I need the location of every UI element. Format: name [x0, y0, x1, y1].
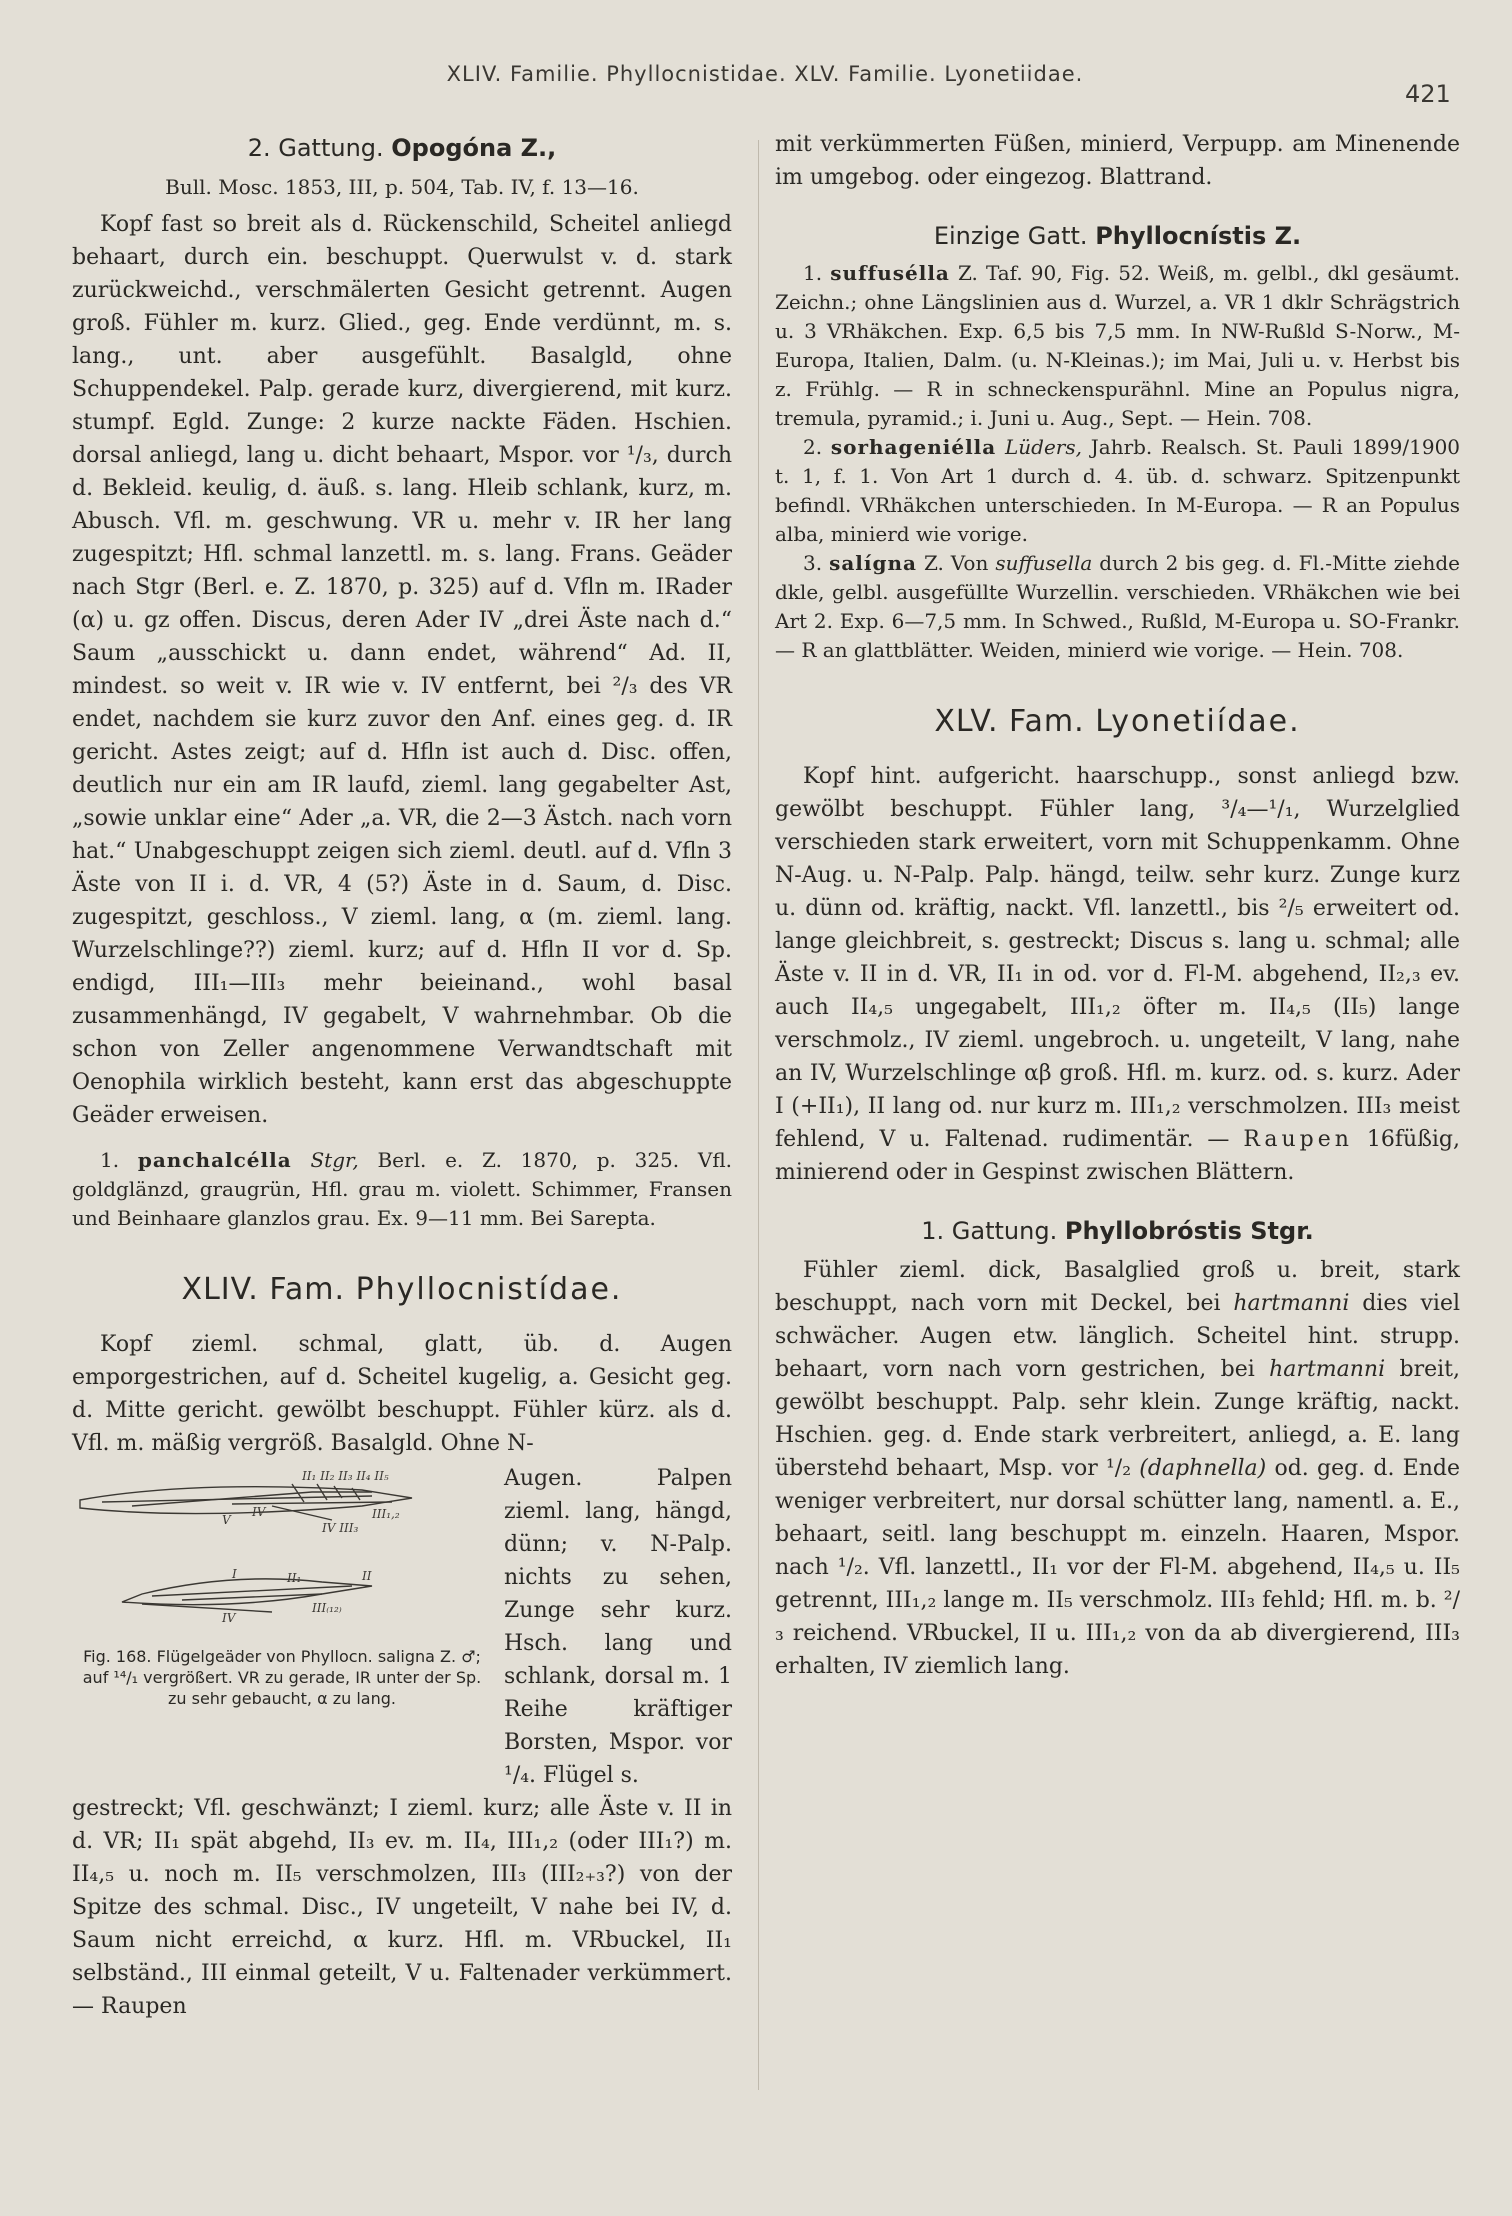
- species-text: Berl. e. Z. 1870, p. 325. Vfl. goldglänzd, graugrün, Hfl. grau m. violett. Schimmer, Fransen und Beinhaare glanzlos grau. Ex. 9—11 mm. Bei Sarepta.: [72, 1148, 733, 1230]
- column-divider: [758, 140, 759, 2090]
- family-name: Lyonetiídae.: [1095, 704, 1301, 739]
- species-entry-suffusella: [775, 259, 1460, 433]
- vein-label: II: [362, 1569, 372, 1583]
- family-number: XLIV. Fam.: [181, 1272, 346, 1307]
- lyonetiidae-description: [775, 760, 1460, 1189]
- family-number: XLV. Fam.: [934, 704, 1085, 739]
- genus-text: dies viel schwächer. Augen etw. länglich. Scheitel hint. strupp. behaart, vorn nach vorn gestrichen, bei: [775, 1291, 1460, 1382]
- phyllocnistidae-text-bottom: gestreckt; Vfl. geschwänzt; I zieml. kurz; alle Äste v. II in d. VR; II₁ spät abgehd, II₃ ev. m. II₄, III₁,₂ (oder III₁?) m. II₄,₅ u. noch m. II₅ verschmolzen, III₃ (III₂₊₃?) von der Spitze des schmal. Disc., IV ungeteilt, V nahe bei IV, d. Saum nicht erreichd, α kurz. Hfl. m. VRbuckel, II₁ selbständ., III einmal geteilt, V u. Faltenader verkümmert. — Raupen: [72, 1796, 732, 2019]
- family-text: Kopf hint. aufgericht. haarschupp., sonst anliegd bzw. gewölbt beschuppt. Fühler lang, ³/₄—¹/₁, Wurzelglied verschieden stark erweitert, vorn mit Schuppenkamm. Ohne N-Aug. u. N-Palp. Palp. hängd, teilw. sehr kurz. Zunge kurz u. dünn od. kräftig, nackt. Vfl. lanzettl., bis ²/₅ erweitert od. lange gleichbreit, s. gestreckt; Discus s. lang u. schmal; alle Äste v. II in d. VR, II₁ in od. vor d. Fl-M. abgehend, II₂,₃ ev. auch II₄,₅ ungegabelt, III₁,₂ öfter m. II₄,₅ (II₅) lange verschmolz., IV zieml. ungebroch. u. ungeteilt, V lang, nahe an IV, Wurzelschlinge αβ groß. Hfl. m. kurz. od. s. kurz. Ader I (+II₁), II lang od. nur kurz m. III₁,₂ verschmolzen. III₃ meist fehlend, V u. Faltenad. rudimentär. —: [775, 764, 1460, 1152]
- phyllocnistidae-text-top: Kopf zieml. schmal, glatt, üb. d. Augen emporgestrichen, auf d. Scheitel kugelig, a. Gesicht geg. d. Mitte gericht. gewölbt beschuppt. Fühler kürz. als d. Vfl. m. mäßig vergröß. Basalgld. Ohne N-: [72, 1332, 732, 1456]
- right-column: [775, 128, 1460, 1683]
- figure-168: [72, 1462, 492, 1792]
- family-heading-phyllocnistidae: [72, 1273, 732, 1306]
- species-author: Lüders,: [1005, 435, 1082, 459]
- figure-caption: Fig. 168. Flügelgeäder von Phyllocn. saligna Z. ♂; auf ¹⁴/₁ vergrößert. VR zu gerade, IR unter der Sp. zu sehr gebaucht, α zu lang.: [82, 1647, 482, 1708]
- raupen-label: Raupen: [1243, 1127, 1353, 1152]
- species-entry-saligna: [775, 549, 1460, 665]
- genus-text: Fühler zieml. dick, Basalglied groß u. breit, stark beschuppt, nach vorn mit Deckel, bei: [775, 1258, 1460, 1316]
- vein-label: II₁: [287, 1571, 302, 1585]
- species-name: salígna: [829, 551, 917, 575]
- raupen-text: 16füßig, minierend oder in Gespinst zwischen Blättern.: [775, 1127, 1461, 1185]
- genus-text: breit, gewölbt beschuppt. Palp. sehr klein. Zunge kräftig, nackt. Hschien. geg. d. Ende stark verbreitert, anliegd, a. E. lang überstehd behaart, Msp. vor ¹/₂: [775, 1357, 1461, 1481]
- genus-text: od. geg. d. Ende weniger verbreitert, nur dorsal schütter lang, namentl. a. E., behaart, seitl. lang beschuppt m. einzeln. Haaren, Mspor. nach ¹/₂. Vfl. lanzettl., II₁ vor der Fl-M. abgehend, II₄,₅ u. II₅ getrennt, III₁,₂ lange m. II₅ verschmolz. III₃ fehld; Hfl. m. b. ²/₃ reichend. VRbuckel, II u. III₁,₂ von da ab divergierend, III₃ erhalten, IV ziemlich lang.: [775, 1456, 1461, 1679]
- vein-label: III₍₁₂₎: [312, 1601, 342, 1615]
- phyllobrostis-description: [775, 1254, 1460, 1683]
- species-name: sorhageniélla: [830, 435, 997, 459]
- species-reference: hartmanni: [1233, 1291, 1350, 1316]
- species-number: 1.: [803, 261, 823, 285]
- species-text: durch 2 bis geg. d. Fl.-Mitte ziehde dkle, gelbl. ausgefüllte Wurzellin. verschieden. VRhäkchen wie bei Art 2. Exp. 6—7,5 mm. In Schwed., Rußld, M-Europa u. SO-Frankr. — R an glattblätter. Weiden, minierd wie vorige. — Hein. 708.: [775, 551, 1461, 662]
- genus-prefix: Einzige Gatt.: [933, 222, 1088, 250]
- genus-heading-phyllobrostis: [775, 1215, 1460, 1248]
- page-number: 421: [1405, 80, 1451, 108]
- vein-label: I: [232, 1567, 237, 1581]
- vein-label: V: [222, 1513, 231, 1527]
- species-reference: hartmanni: [1269, 1357, 1386, 1382]
- vein-label: II₁ II₂ II₃ II₄ II₅: [302, 1469, 389, 1483]
- species-text: Z. Taf. 90, Fig. 52. Weiß, m. gelbl., dkl gesäumt. Zeichn.; ohne Längslinien aus d. Wurzel, a. VR 1 dklr Schrägstrich u. 3 VRhäkchen. Exp. 6,5 bis 7,5 mm. In NW-Rußld S-Norw., M-Europa, Italien, Dalm. (u. N-Kleinas.); im Mai, Juli u. v. Herbst bis z. Frühlg. — R in schneckenspurähnl. Mine an Populus nigra, tremula, pyramid.; i. Juni u. Aug., Sept. — Hein. 708.: [775, 261, 1460, 430]
- genus-name: Opogóna Z.,: [391, 134, 557, 162]
- vein-label: IV III₃: [322, 1521, 359, 1535]
- running-head: XLIV. Familie. Phyllocnistidae. XLV. Familie. Lyonetiidae.: [446, 62, 1084, 86]
- figure-block: [72, 1462, 732, 1792]
- species-number: 2.: [803, 435, 823, 459]
- species-entry-sorhageniella: [775, 433, 1460, 549]
- family-name: Phyllocnistídae.: [355, 1272, 623, 1307]
- family-heading-lyonetiidae: [775, 705, 1460, 738]
- vein-label: IV: [222, 1611, 236, 1625]
- wing-venation-drawing: [72, 1462, 492, 1642]
- species-name: panchalcélla: [137, 1148, 292, 1172]
- genus-heading-opogona: [72, 132, 732, 165]
- species-number: 3.: [803, 551, 823, 575]
- genus-reference: Bull. Mosc. 1853, III, p. 504, Tab. IV, f. 13—16.: [165, 175, 639, 199]
- species-reference: (daphnella): [1139, 1456, 1267, 1481]
- species-author: Stgr,: [310, 1148, 359, 1172]
- genus-name: Phyllocnístis Z.: [1095, 222, 1302, 250]
- opogona-description: Kopf fast so breit als d. Rückenschild, Scheitel anliegd behaart, durch ein. beschuppt. Querwulst v. d. stark zurückweichd., verschmälerten Gesicht getrennt. Augen groß. Fühler m. kurz. Glied., geg. Ende verdünnt, m. s. lang., unt. aber ausgefühlt. Basalgld, ohne Schuppendekel. Palp. gerade kurz, divergierend, mit kurz. stumpf. Egld. Zunge: 2 kurze nackte Fäden. Hschien. dorsal anliegd, lang u. dicht behaart, Mspor. vor ¹/₃, durch d. Bekleid. keulig, d. äuß. s. lang. Hleib schlank, kurz, m. Abusch. Vfl. m. geschwung. VR u. mehr v. IR her lang zugespitzt; Hfl. schmal lanzettl. m. s. lang. Frans. Geäder nach Stgr (Berl. e. Z. 1870, p. 325) auf d. Vfln m. IRader (α) u. gz offen. Discus, deren Ader IV „drei Äste nach d.“ Saum „ausschickt u. dann endet, während“ Ad. II, mindest. so weit v. IR wie v. IV entfernt, bei ²/₃ des VR endet, nachdem sie kurz zuvor den Anf. eines geg. d. IR gericht. Astes zeigt; auf d. Hfln ist auch d. Disc. offen, deutlich nur ein am IR laufd, zieml. lang gegabelter Ast, „sowie unklar eine“ Ader „a. VR, die 2—3 Ästch. nach vorn hat.“ Unabgeschuppt zeigen sich zieml. deutl. auf d. Vfln 3 Äste von II i. d. VR, 4 (5?) Äste in d. Saum, d. Disc. zugespitzt, geschloss., V zieml. lang, α (m. zieml. lang. Wurzelschlinge??) zieml. kurz; auf d. Hfln II vor d. Sp. endigd, III₁—III₃ mehr beieinand., wohl basal zusammenhängd, IV gegabelt, V wahrnehmbar. Ob die schon von Zeller angenommene Verwandtschaft mit Oenophila wirklich besteht, kann erst das abgeschuppte Geäder erweisen.: [72, 212, 732, 1128]
- species-entry-panchalcella: [72, 1146, 732, 1233]
- genus-name: Phyllobróstis Stgr.: [1064, 1217, 1314, 1245]
- species-number: 1.: [100, 1148, 120, 1172]
- species-text: Z. Von: [923, 551, 989, 575]
- species-text: Jahrb. Realsch. St. Pauli 1899/1900 t. 1, f. 1. Von Art 1 durch d. 4. üb. d. schwarz. Spitzenpunkt befindl. VRhäkchen unterschieden. In M-Europa. — R an Populus alba, minierd wie vorige.: [775, 435, 1461, 546]
- phyllocnistidae-continuation: mit verkümmerten Füßen, minierd, Verpupp. am Minenende im umgebog. oder eingezog. Blattrand.: [775, 132, 1460, 190]
- genus-number: 2. Gattung.: [247, 134, 384, 162]
- vein-label: IV: [252, 1505, 266, 1519]
- left-column: [72, 128, 732, 2023]
- genus-heading-phyllocnistis: [775, 220, 1460, 253]
- genus-prefix: 1. Gattung.: [921, 1217, 1058, 1245]
- species-name: suffusélla: [830, 261, 950, 285]
- phyllocnistidae-text-beside: Augen. Palpen zieml. lang, hängd, dünn; v. N-Palp. nichts zu sehen, Zunge sehr kurz. Hsch. lang und schlank, dorsal m. 1 Reihe kräftiger Borsten, Mspor. vor ¹/₄. Flügel s.: [504, 1466, 732, 1788]
- species-reference: suffusella: [995, 551, 1093, 575]
- vein-label: III₁,₂: [372, 1507, 400, 1521]
